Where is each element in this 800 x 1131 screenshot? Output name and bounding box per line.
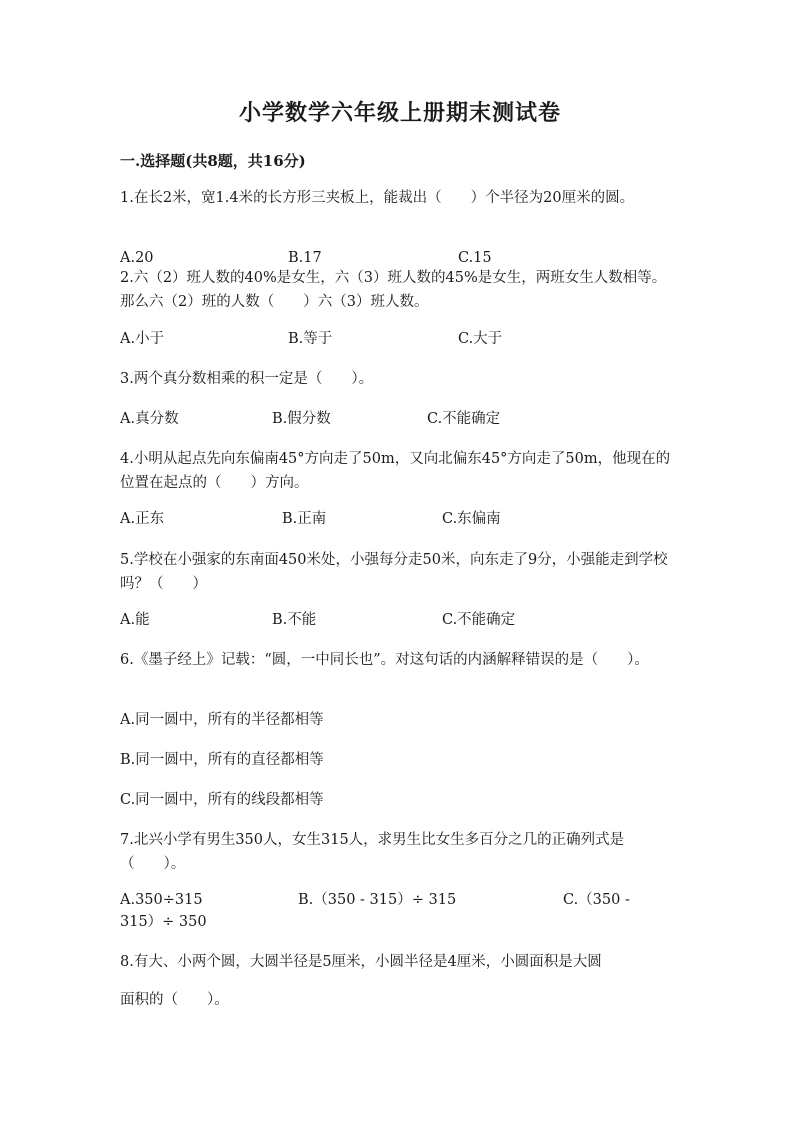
question-6-option-b: B.同一圆中，所有的直径都相等 — [120, 752, 324, 768]
question-8-line-2: 面积的（ ）。 — [120, 992, 229, 1008]
question-7-option-c-continued: 315）÷ 350 — [120, 914, 207, 930]
option-a: A.正东 — [120, 511, 165, 527]
option-b: B.（350 - 315）÷ 315 — [298, 892, 457, 908]
question-2-options — [120, 327, 680, 351]
question-8-line-1: 8.有大、小两个圆，大圆半径是5厘米，小圆半径是4厘米，小圆面积是大圆 — [120, 954, 602, 970]
question-7: 7.北兴小学有男生350人，女生315人，求男生比女生多百分之几的正确列式是（ ）。 — [120, 832, 625, 872]
option-a: A.能 — [120, 612, 150, 628]
option-b: B.17 — [288, 250, 322, 266]
option-c: C.大于 — [458, 331, 503, 347]
option-c: C.东偏南 — [442, 511, 501, 527]
option-b: B.正南 — [282, 511, 327, 527]
option-b: B.不能 — [272, 612, 317, 628]
option-c: C.不能确定 — [442, 612, 516, 628]
option-b: B.等于 — [288, 331, 333, 347]
page-title: 小学数学六年级上册期末测试卷 — [238, 100, 561, 126]
option-a: A.小于 — [120, 331, 165, 347]
section-heading: 一.选择题(共8题，共16分) — [120, 152, 306, 170]
question-5: 5.学校在小强家的东南面450米处，小强每分走50米，向东走了9分，小强能走到学校吗？（ ） — [120, 552, 668, 592]
option-c: C.15 — [458, 250, 492, 266]
option-a: A.350÷315 — [120, 892, 203, 908]
question-7-options — [120, 888, 680, 912]
option-a: A.20 — [120, 250, 154, 266]
question-6-option-c: C.同一圆中，所有的线段都相等 — [120, 792, 324, 808]
question-3: 3.两个真分数相乘的积一定是（ ）。 — [120, 371, 374, 387]
question-4-options — [120, 507, 680, 531]
question-3-options — [120, 407, 680, 431]
option-c: C.（350 - — [563, 892, 630, 908]
option-a: A.真分数 — [120, 411, 179, 427]
question-2: 2.六（2）班人数的40%是女生，六（3）班人数的45%是女生，两班女生人数相等。那么六（2）班的人数（ ）六（3）班人数。 — [120, 270, 667, 310]
option-c: C.不能确定 — [427, 411, 501, 427]
question-5-options — [120, 608, 680, 632]
question-6-option-a: A.同一圆中，所有的半径都相等 — [120, 712, 324, 728]
question-1: 1.在长2米，宽1.4米的长方形三夹板上，能裁出（ ）个半径为20厘米的圆。 — [120, 190, 635, 206]
option-b: B.假分数 — [272, 411, 331, 427]
question-6: 6.《墨子经上》记载：“圆，一中同长也”。对这句话的内涵解释错误的是（ ）。 — [120, 652, 649, 668]
question-4: 4.小明从起点先向东偏南45°方向走了50m，又向北偏东45°方向走了50m，他现在的位置在起点的（ ）方向。 — [120, 451, 671, 491]
